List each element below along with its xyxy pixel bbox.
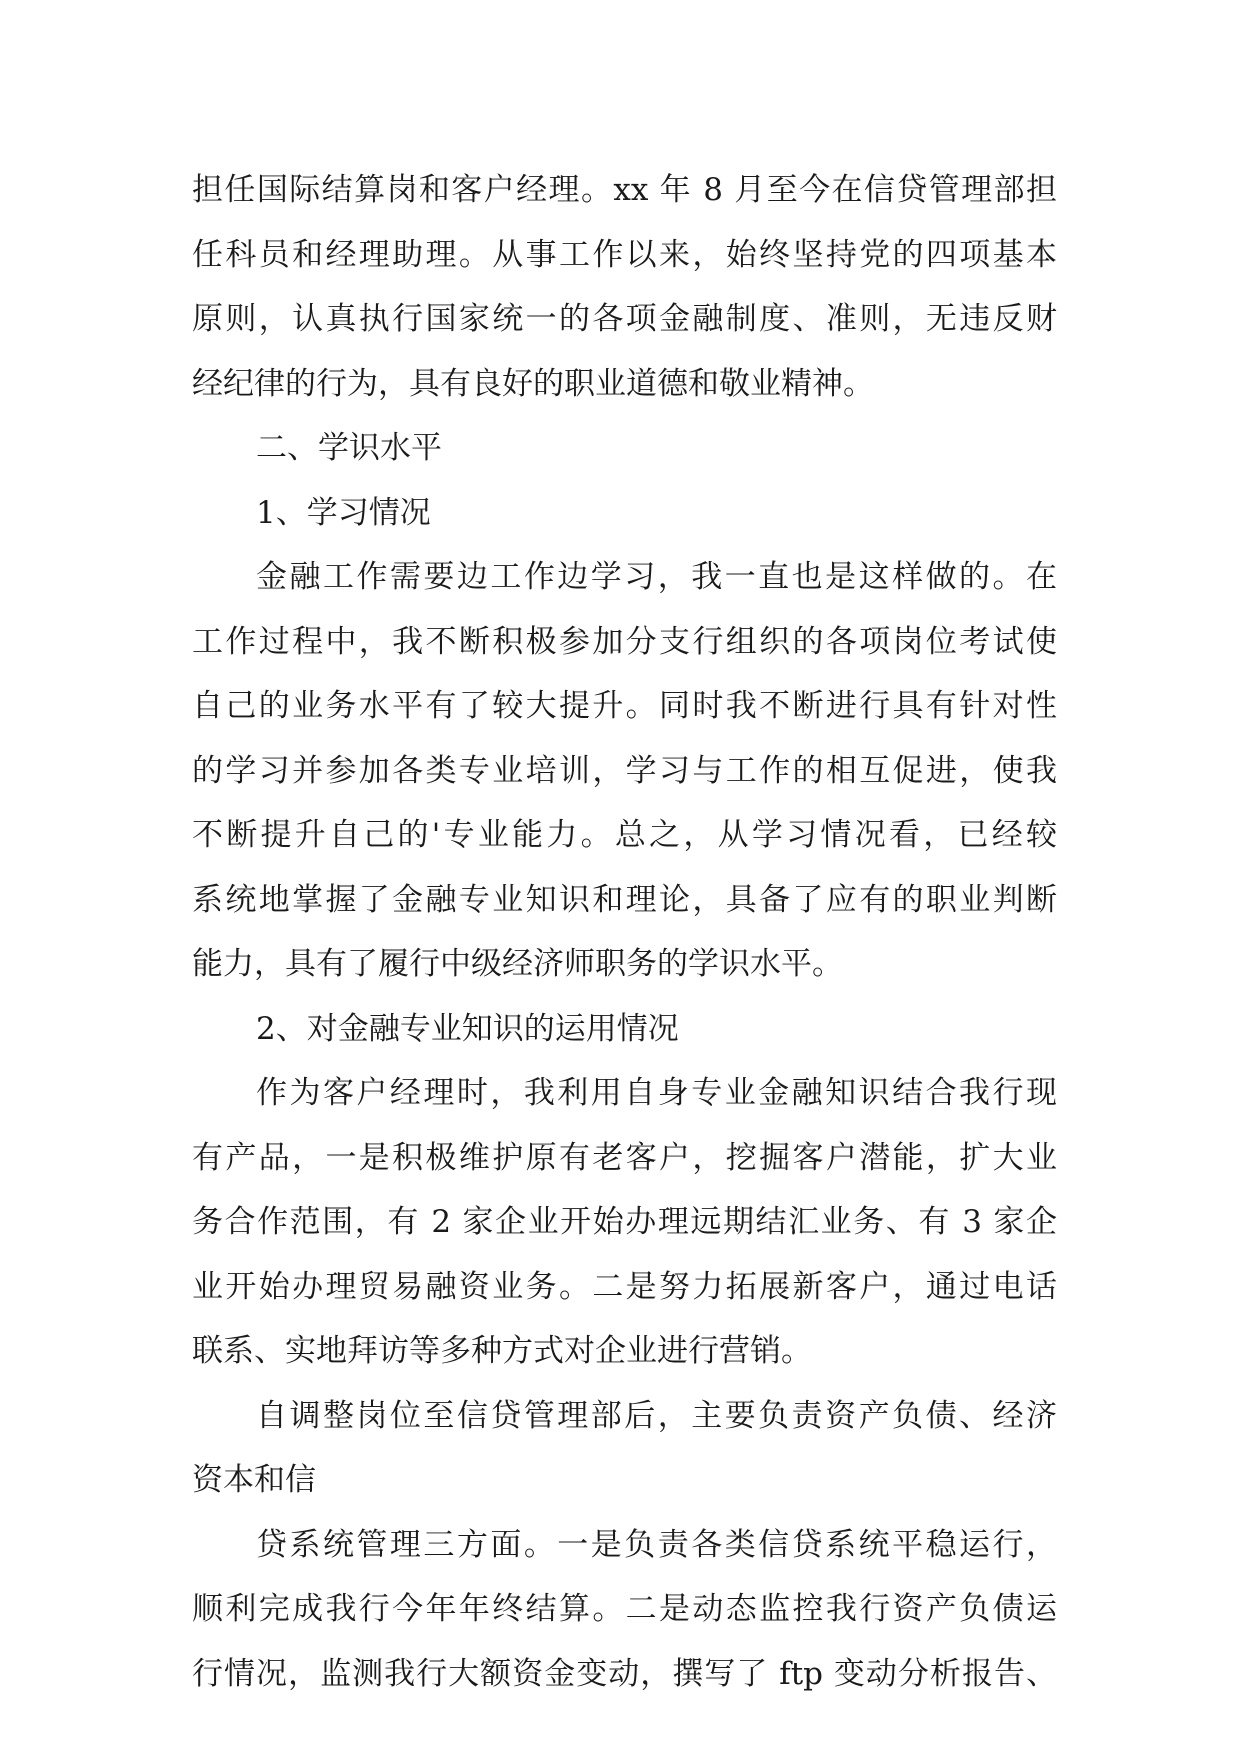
text-line: 金融工作需要边工作边学习，我一直也是这样做的。在 [256,559,1057,595]
text-line: 业开始办理贸易融资业务。二是努力拓展新客户，通过电话 [192,1268,1057,1305]
text-line: 作为客户经理时，我利用自身专业金融知识结合我行现 [256,1075,1057,1111]
text-line: 工作过程中，我不断积极参加分支行组织的各项岗位考试使 [192,623,1057,660]
text-line: 行情况，监测我行大额资金变动，撰写了 ftp 变动分析报告、 [192,1655,1057,1692]
text-line: 的学习并参加各类专业培训，学习与工作的相互促进，使我 [192,752,1057,789]
text-line: 二、学识水平 [256,430,442,466]
text-line: 系统地掌握了金融专业知识和理论，具备了应有的职业判断 [192,881,1057,918]
text-line: 不断提升自己的'专业能力。总之，从学习情况看，已经较 [192,817,1057,853]
text-line: 2、对金融专业知识的运用情况 [256,1010,679,1047]
text-line: 资本和信 [192,1462,316,1498]
text-line: 能力，具有了履行中级经济师职务的学识水平。 [192,946,843,982]
text-line: 1、学习情况 [256,494,431,531]
text-line: 自调整岗位至信贷管理部后，主要负责资产负债、经济 [256,1397,1057,1434]
document-body [192,158,1057,1706]
text-line: 原则，认真执行国家统一的各项金融制度、准则，无违反财 [192,301,1057,337]
text-line: 担任国际结算岗和客户经理。xx 年 8 月至今在信贷管理部担 [192,172,1057,208]
text-line: 贷系统管理三方面。一是负责各类信贷系统平稳运行， [256,1526,1057,1563]
text-line: 务合作范围，有 2 家企业开始办理远期结汇业务、有 3 家企 [192,1204,1057,1240]
text-line: 有产品，一是积极维护原有老客户，挖掘客户潜能，扩大业 [192,1139,1057,1176]
text-line: 顺利完成我行今年年终结算。二是动态监控我行资产负债运 [192,1591,1057,1627]
text-line: 任科员和经理助理。从事工作以来，始终坚持党的四项基本 [192,236,1057,273]
text-line: 自己的业务水平有了较大提升。同时我不断进行具有针对性 [192,688,1057,724]
text-line: 经纪律的行为，具有良好的职业道德和敬业精神。 [192,365,874,402]
text-line: 联系、实地拜访等多种方式对企业进行营销。 [192,1333,812,1369]
